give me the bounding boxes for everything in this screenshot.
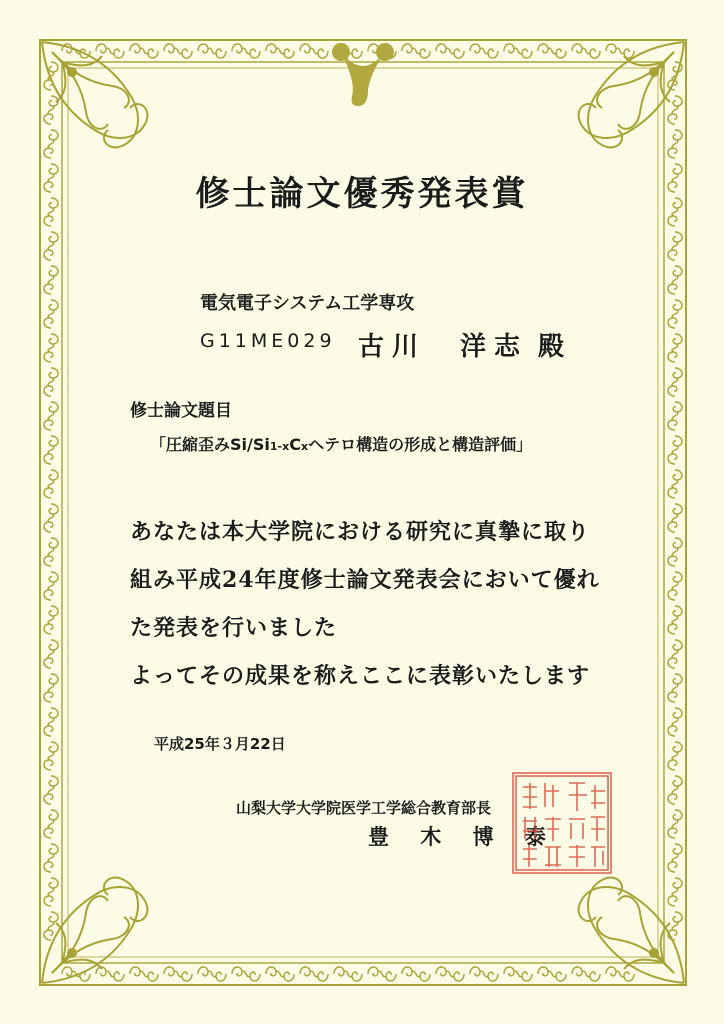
university-logo-icon (330, 40, 396, 112)
border-scroll-ornament (668, 402, 682, 430)
border-scroll-ornament (668, 232, 682, 260)
border-scroll-ornament (232, 967, 260, 981)
border-scroll-ornament (504, 44, 532, 58)
border-scroll-ornament (198, 44, 226, 58)
border-scroll-ornament (668, 368, 682, 396)
department-label: 電気電子システム工学専攻 (200, 293, 415, 314)
border-scroll-ornament (470, 967, 498, 981)
border-scroll-ornament (402, 44, 430, 58)
border-corner-flourish (42, 42, 147, 147)
border-scroll-ornament (44, 334, 58, 362)
thesis-topic-title (150, 432, 532, 455)
border-scroll-ornament (436, 44, 464, 58)
border-scroll-ornament (44, 538, 58, 566)
recipient-honorific: 殿 (538, 332, 565, 362)
border-scroll-ornament (130, 967, 158, 981)
border-scroll-ornament (538, 44, 566, 58)
border-scroll-ornament (198, 967, 226, 981)
border-scroll-ornament (44, 640, 58, 668)
body-line: た発表を行いました (130, 615, 338, 641)
award-date: 平成25年３月22日 (154, 735, 286, 753)
border-corner-flourish (579, 878, 684, 983)
border-scroll-ornament (44, 572, 58, 600)
border-scroll-ornament (572, 44, 600, 58)
border-scroll-ornament (300, 967, 328, 981)
border-scroll-ornament (668, 538, 682, 566)
issuer-name: 豊 木 博 泰 (368, 824, 558, 849)
border-scroll-ornament (668, 266, 682, 294)
topic-title-close: ヘテロ構造の形成と構造評価」 (308, 435, 533, 454)
border-scroll-ornament (164, 967, 192, 981)
border-scroll-ornament (44, 436, 58, 464)
issuer-title: 山梨大学大学院医学工学総合教育部長 (236, 799, 492, 817)
border-scroll-ornament (668, 470, 682, 498)
border-scroll-ornament (436, 967, 464, 981)
border-corner-flourish (42, 878, 147, 983)
border-scroll-ornament (668, 300, 682, 328)
border-scroll-ornament (44, 402, 58, 430)
topic-title-mid: C (289, 435, 301, 454)
border-scroll-ornament (668, 674, 682, 702)
certificate-title: 修士論文優秀発表賞 (195, 174, 529, 214)
border-scroll-ornament (668, 436, 682, 464)
border-scroll-ornament (44, 368, 58, 396)
border-scroll-ornament (232, 44, 260, 58)
official-seal-icon (511, 771, 613, 875)
border-scroll-ornament (606, 967, 634, 981)
border-scroll-ornament (44, 810, 58, 838)
border-scroll-ornament (44, 96, 58, 124)
border-scroll-ornament (44, 300, 58, 328)
border-scroll-ornament (300, 44, 328, 58)
border-scroll-ornament (470, 44, 498, 58)
border-scroll-ornament (538, 967, 566, 981)
recipient-line (200, 326, 620, 362)
border-scroll-ornament (668, 878, 682, 906)
topic-title-open: 「圧縮歪みSi/Si (150, 435, 270, 454)
border-scroll-ornament (44, 844, 58, 872)
border-scroll-ornament (44, 266, 58, 294)
body-line: よってその成果を称えここに表彰いたします (130, 663, 591, 689)
border-scroll-ornament (504, 967, 532, 981)
border-scroll-ornament (668, 334, 682, 362)
border-scroll-ornament (44, 708, 58, 736)
border-scroll-ornament (96, 44, 124, 58)
border-scroll-ornament (668, 130, 682, 158)
body-line: あなたは本大学院における研究に真摯に取り (130, 519, 591, 545)
student-id: G11ME029 (200, 330, 336, 352)
border-scroll-ornament (668, 776, 682, 804)
border-scroll-ornament (668, 640, 682, 668)
border-scroll-ornament (668, 844, 682, 872)
border-scroll-ornament (44, 606, 58, 634)
border-scroll-ornament (44, 504, 58, 532)
border-scroll-ornament (44, 776, 58, 804)
border-scroll-ornament (164, 44, 192, 58)
border-scroll-ornament (668, 96, 682, 124)
topic-title-subscript-2: x (300, 440, 309, 453)
border-scroll-ornament (668, 810, 682, 838)
border-scroll-ornament (44, 878, 58, 906)
border-scroll-ornament (334, 967, 362, 981)
border-scroll-ornament (44, 130, 58, 158)
border-scroll-ornament (130, 44, 158, 58)
border-scroll-ornament (266, 44, 294, 58)
border-scroll-ornament (44, 674, 58, 702)
border-scroll-ornament (668, 708, 682, 736)
border-scroll-ornament (266, 967, 294, 981)
border-scroll-ornament (668, 606, 682, 634)
border-scroll-ornament (96, 967, 124, 981)
border-scroll-ornament (44, 232, 58, 260)
topic-title-subscript-1: 1-x (269, 440, 290, 453)
border-scroll-ornament (606, 44, 634, 58)
border-scroll-ornament (668, 742, 682, 770)
border-scroll-ornament (44, 470, 58, 498)
border-scroll-ornament (368, 967, 396, 981)
body-line: 組み平成24年度修士論文発表会において優れ (130, 567, 600, 593)
border-scroll-ornament (402, 967, 430, 981)
border-scroll-ornament (44, 742, 58, 770)
thesis-topic-heading: 修士論文題目 (130, 401, 232, 421)
recipient-name: 古川 洋志 (358, 332, 529, 362)
border-scroll-ornament (668, 572, 682, 600)
border-scroll-ornament (668, 504, 682, 532)
border-scroll-ornament (572, 967, 600, 981)
award-body-text (130, 508, 610, 700)
